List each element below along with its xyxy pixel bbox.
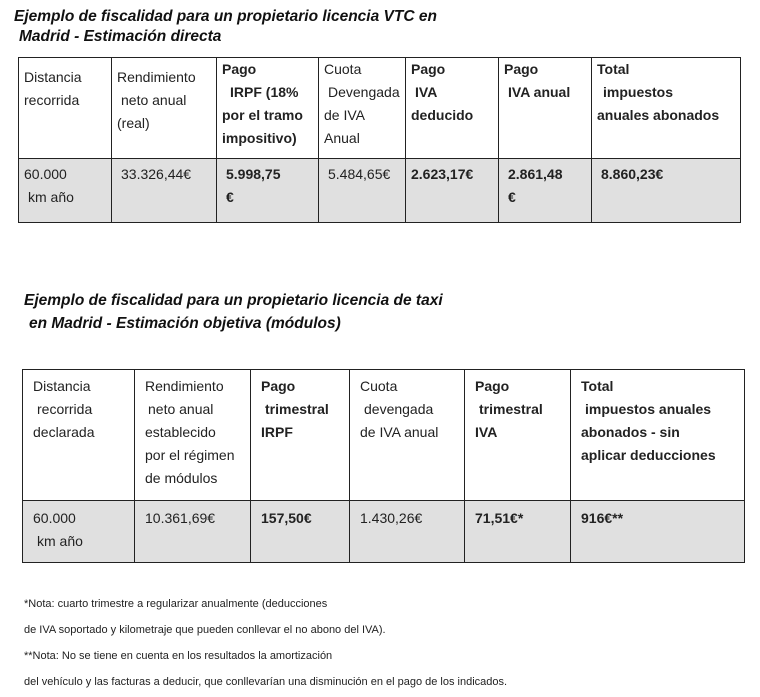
taxi-data-row — [23, 501, 745, 563]
cell-pago-iva-anual: 2.861,48 € — [499, 159, 592, 223]
cell-total-impuestos: 916€** — [571, 501, 745, 563]
cell-pago-irpf: 5.998,75 € — [217, 159, 319, 223]
footnotes — [24, 591, 507, 695]
vtc-data-row — [19, 159, 741, 223]
footnote-1-line-2: de IVA soportado y kilometraje que pueden conllevar el no abono del IVA). — [24, 624, 386, 636]
taxi-title-line-1: Ejemplo de fiscalidad para un propietario licencia de taxi — [24, 292, 443, 309]
header-rendimiento: Rendimiento neto anual (real) — [112, 58, 217, 159]
cell-pago-iva-deducido: 2.623,17€ — [406, 159, 499, 223]
vtc-title-line-1: Ejemplo de fiscalidad para un propietario licencia VTC en — [14, 8, 437, 25]
footnote-2-line-1: **Nota: No se tiene en cuenta en los resultados la amortización — [24, 650, 333, 662]
taxi-title-line-2: en Madrid - Estimación objetiva (módulos) — [29, 315, 341, 332]
vtc-section-title — [14, 7, 437, 47]
taxi-header-row — [23, 370, 745, 501]
cell-pago-trimestral-iva: 71,51€* — [465, 501, 571, 563]
footnote-1-line-1: *Nota: cuarto trimestre a regularizar anualmente (deducciones — [24, 598, 328, 610]
header-pago-trimestral-irpf: Pago trimestral IRPF — [251, 370, 350, 501]
header-pago-iva-anual: Pago IVA anual — [499, 58, 592, 159]
vtc-header-row — [19, 58, 741, 159]
cell-cuota-devengada: 5.484,65€ — [319, 159, 406, 223]
cell-rendimiento: 33.326,44€ — [112, 159, 217, 223]
cell-total-impuestos: 8.860,23€ — [592, 159, 741, 223]
cell-cuota-devengada: 1.430,26€ — [350, 501, 465, 563]
cell-distancia: 60.000 km año — [23, 501, 135, 563]
vtc-tax-table — [18, 57, 741, 223]
header-cuota-devengada: Cuota Devengada de IVA Anual — [319, 58, 406, 159]
header-distancia: Distancia recorrida declarada — [23, 370, 135, 501]
header-pago-trimestral-iva: Pago trimestral IVA — [465, 370, 571, 501]
taxi-section-title — [24, 291, 443, 334]
footnote-2-line-2: del vehículo y las facturas a deducir, que conllevarían una disminución en el pago de los indicados. — [24, 676, 508, 688]
header-total-impuestos: Total impuestos anuales abonados — [592, 58, 741, 159]
header-total-impuestos: Total impuestos anuales abonados - sin aplicar deducciones — [571, 370, 745, 501]
header-pago-irpf: Pago IRPF (18% por el tramo impositivo) — [217, 58, 319, 159]
taxi-tax-table — [22, 369, 745, 563]
header-rendimiento: Rendimiento neto anual establecido por el régimen de módulos — [135, 370, 251, 501]
cell-rendimiento: 10.361,69€ — [135, 501, 251, 563]
vtc-title-line-2: Madrid - Estimación directa — [19, 28, 222, 45]
header-distancia: Distancia recorrida — [19, 58, 112, 159]
cell-pago-trimestral-irpf: 157,50€ — [251, 501, 350, 563]
header-pago-iva-deducido: Pago IVA deducido — [406, 58, 499, 159]
cell-distancia: 60.000 km año — [19, 159, 112, 223]
header-cuota-devengada: Cuota devengada de IVA anual — [350, 370, 465, 501]
